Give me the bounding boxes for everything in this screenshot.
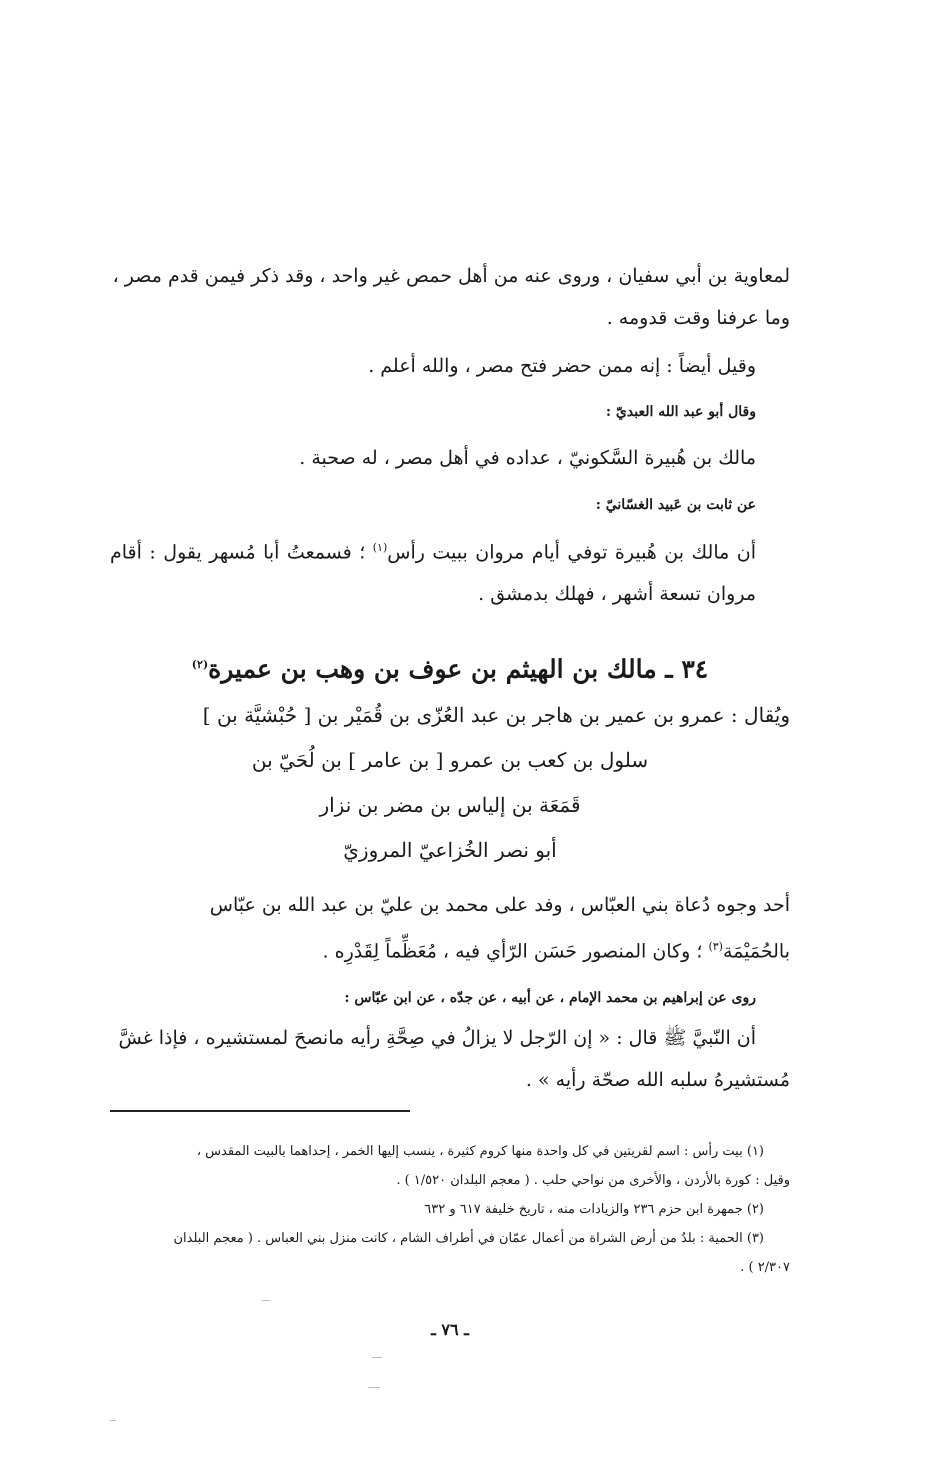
footnote-1-line-1: (١) بيت رأس : اسم لقريتين في كل واحدة منها كروم كثيرة ، ينسب إليها الخمر ، إحداهما بالبيت المقدس ، [196, 1144, 764, 1159]
footnote-1-line-2: وقيل : كورة بالأردن ، والأخرى من نواحي حلب . ( معجم البلدان ١/٥٢٠ ) . [396, 1173, 790, 1188]
source-ibrahim: روى عن إبراهيم بن محمد الإمام ، عن أبيه ، عن جدّه ، عن ابن عبّاس : [344, 990, 756, 1006]
book-page [110, 0, 790, 1475]
lineage-line-1: ويُقال : عمرو بن عمير بن هاجر بن عبد العُزّى بن قُمَيْر بن [ حُبْشيَّة بن ] [202, 703, 790, 727]
entry-heading [110, 645, 790, 689]
saying-line: وقيل أيضاً : إنه ممن حضر فتح مصر ، والله أعلم . [368, 355, 756, 377]
hadith-paragraph [110, 1017, 790, 1101]
bio-line-2b: ؛ وكان المنصور حَسَن الرّأي فيه ، مُعَظِّماً لِقَدْرِه . [322, 940, 709, 963]
lineage-line-2: سلول بن كعب بن عمرو [ بن عامر ] بن لُحَيّ بن [251, 748, 649, 772]
intro-line-1: لمعاوية بن أبي سفيان ، وروى عنه من أهل حمص غير واحد ، وقد ذكر فيمن قدم مصر ، [112, 265, 790, 287]
bio-line-2a: بالحُمَيْمَة [722, 940, 790, 963]
footnote-2: (٢) جمهرة ابن حزم ٢٣٦ والزيادات منه ، تاريخ خليفة ٦١٧ و ٦٣٢ [424, 1202, 764, 1217]
lineage-line-4: أبو نصر الخُزاعيّ المروزيّ [343, 838, 557, 862]
page-number: ـ ٧٦ ـ [431, 1320, 469, 1339]
footnotes [110, 1137, 790, 1282]
entry-title: ٣٤ ـ مالك بن الهيثم بن عوف بن وهب بن عميرة [208, 654, 709, 684]
hadith-line-1: أن النّبيَّ ﷺ قال : « إن الرّجل لا يزالُ في صِحَّةِ رأيه مانصحَ لمستشيره ، فإذا غشَّ [118, 1027, 756, 1049]
intro-line-2: وما عرفنا وقت قدومه . [606, 307, 790, 329]
scan-speck [368, 1387, 380, 1388]
quote-ghassani-text-a: أن مالك بن هُبيرة توفي أيام مروان ببيت رأس [387, 541, 756, 564]
footnote-separator [110, 1110, 410, 1112]
quote-ghassani [110, 527, 790, 615]
footnote-ref-1: (١) [372, 541, 388, 554]
intro-paragraph [110, 255, 790, 339]
scan-speck [372, 1357, 382, 1358]
scan-speck [110, 1420, 116, 1421]
hadith-line-2: مُستشيرهُ سلبه الله صحّة رأيه » . [525, 1069, 790, 1091]
footnote-ref-2: (٢) [191, 658, 209, 671]
quote-abdi: مالك بن هُبيرة السَّكونيّ ، عداده في أهل مصر ، له صحبة . [299, 447, 756, 469]
source-ghassani: عن ثابت بن عَبيد الغسّانيّ : [595, 497, 756, 513]
lineage-line-3: قَمَعَة بن إلياس بن مضر بن نزار [319, 793, 581, 817]
entry-lineage [110, 693, 790, 873]
source-abdi: وقال أبو عبد الله العبديّ : [605, 404, 756, 420]
bio-paragraph [110, 884, 790, 972]
footnote-3-line-1: (٣) الحمية : بلدٌ من أرض الشراة من أعمال عمّان في أطراف الشام ، كانت منزل بني العباس . ( معجم البلدان [173, 1231, 764, 1246]
scan-speck [262, 1300, 270, 1301]
quote-ghassani-text-b: ؛ فسمعتُ أبا مُسهر يقول : أقام مروان تسعة أشهر ، فهلك بدمشق . [110, 541, 756, 606]
footnote-3-line-2: ٢/٣٠٧ ) . [740, 1260, 790, 1275]
bio-line-1: أحد وجوه دُعاة بني العبّاس ، وفد على محمد بن عليّ بن عبد الله بن عبّاس [209, 894, 790, 916]
footnote-ref-3: (٣) [708, 940, 723, 953]
